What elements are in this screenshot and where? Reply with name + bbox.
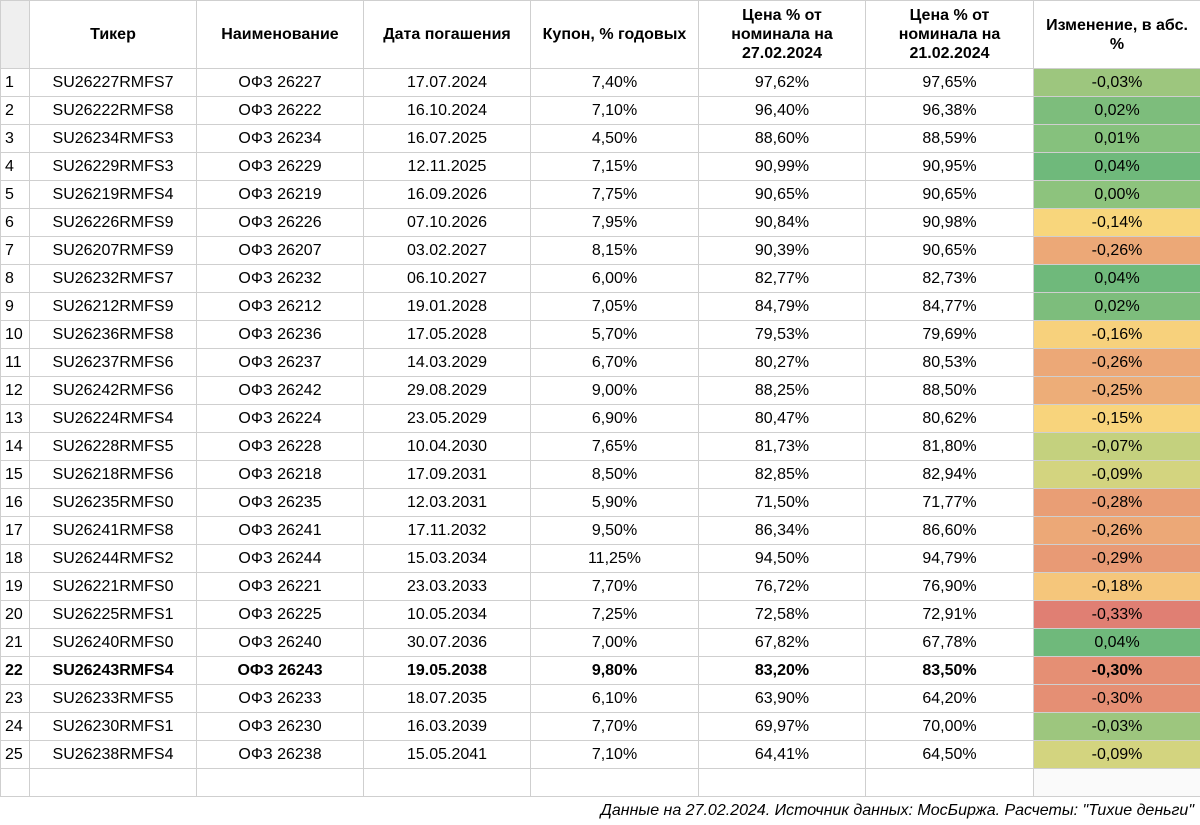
change-cell[interactable]: -0,18%	[1034, 573, 1200, 601]
table-row[interactable]	[1, 377, 1200, 405]
table-row[interactable]	[1, 349, 1200, 377]
change-cell[interactable]: -0,15%	[1034, 405, 1200, 433]
coupon-cell[interactable]: 7,65%	[531, 433, 699, 461]
ticker-cell[interactable]: SU26218RMFS6	[30, 461, 197, 489]
table-row[interactable]	[1, 321, 1200, 349]
ticker-cell[interactable]: SU26232RMFS7	[30, 265, 197, 293]
table-row[interactable]	[1, 293, 1200, 321]
coupon-cell[interactable]: 7,10%	[531, 741, 699, 769]
name-cell[interactable]: ОФЗ 26222	[197, 97, 364, 125]
price-2-cell[interactable]: 97,65%	[866, 69, 1034, 97]
change-cell[interactable]: 0,04%	[1034, 153, 1200, 181]
header-change[interactable]: Изменение, в абс. %	[1034, 1, 1200, 69]
table-row[interactable]	[1, 741, 1200, 769]
name-cell[interactable]: ОФЗ 26235	[197, 489, 364, 517]
price-2-cell[interactable]: 94,79%	[866, 545, 1034, 573]
coupon-cell[interactable]: 11,25%	[531, 545, 699, 573]
ticker-cell[interactable]: SU26235RMFS0	[30, 489, 197, 517]
price-2-cell[interactable]: 71,77%	[866, 489, 1034, 517]
coupon-cell[interactable]: 4,50%	[531, 125, 699, 153]
coupon-cell[interactable]: 7,70%	[531, 573, 699, 601]
price-2-cell[interactable]: 90,98%	[866, 209, 1034, 237]
empty-cell[interactable]	[1034, 769, 1200, 797]
price-1-cell[interactable]: 67,82%	[699, 629, 866, 657]
coupon-cell[interactable]: 6,10%	[531, 685, 699, 713]
ticker-cell[interactable]: SU26226RMFS9	[30, 209, 197, 237]
name-cell[interactable]: ОФЗ 26212	[197, 293, 364, 321]
table-row[interactable]	[1, 69, 1200, 97]
ticker-cell[interactable]: SU26237RMFS6	[30, 349, 197, 377]
ticker-cell[interactable]: SU26242RMFS6	[30, 377, 197, 405]
change-cell[interactable]: -0,33%	[1034, 601, 1200, 629]
maturity-cell[interactable]: 16.07.2025	[364, 125, 531, 153]
row-number[interactable]: 1	[1, 69, 30, 97]
table-row[interactable]	[1, 713, 1200, 741]
table-row[interactable]	[1, 153, 1200, 181]
price-2-cell[interactable]: 90,65%	[866, 237, 1034, 265]
name-cell[interactable]: ОФЗ 26226	[197, 209, 364, 237]
price-2-cell[interactable]: 80,53%	[866, 349, 1034, 377]
header-row	[1, 1, 1200, 69]
change-cell[interactable]: 0,04%	[1034, 265, 1200, 293]
change-cell[interactable]: -0,16%	[1034, 321, 1200, 349]
header-index[interactable]	[1, 1, 30, 69]
table-row[interactable]	[1, 489, 1200, 517]
ticker-cell[interactable]: SU26236RMFS8	[30, 321, 197, 349]
price-2-cell[interactable]: 86,60%	[866, 517, 1034, 545]
coupon-cell[interactable]: 7,15%	[531, 153, 699, 181]
change-cell[interactable]: -0,29%	[1034, 545, 1200, 573]
price-2-cell[interactable]: 79,69%	[866, 321, 1034, 349]
row-number[interactable]: 23	[1, 685, 30, 713]
name-cell[interactable]: ОФЗ 26224	[197, 405, 364, 433]
row-number[interactable]: 17	[1, 517, 30, 545]
empty-cell[interactable]	[364, 769, 531, 797]
name-cell[interactable]: ОФЗ 26227	[197, 69, 364, 97]
change-cell[interactable]: -0,25%	[1034, 377, 1200, 405]
row-number[interactable]: 21	[1, 629, 30, 657]
price-1-cell[interactable]: 71,50%	[699, 489, 866, 517]
coupon-cell[interactable]: 6,70%	[531, 349, 699, 377]
price-1-cell[interactable]: 83,20%	[699, 657, 866, 685]
price-2-cell[interactable]: 64,20%	[866, 685, 1034, 713]
price-1-cell[interactable]: 82,77%	[699, 265, 866, 293]
change-cell[interactable]: -0,07%	[1034, 433, 1200, 461]
coupon-cell[interactable]: 7,05%	[531, 293, 699, 321]
price-1-cell[interactable]: 76,72%	[699, 573, 866, 601]
header-name[interactable]: Наименование	[197, 1, 364, 69]
empty-cell[interactable]	[531, 769, 699, 797]
name-cell[interactable]: ОФЗ 26236	[197, 321, 364, 349]
header-maturity[interactable]: Дата погашения	[364, 1, 531, 69]
coupon-cell[interactable]: 6,00%	[531, 265, 699, 293]
change-cell[interactable]: -0,30%	[1034, 685, 1200, 713]
change-cell[interactable]: -0,30%	[1034, 657, 1200, 685]
maturity-cell[interactable]: 23.03.2033	[364, 573, 531, 601]
maturity-cell[interactable]: 16.03.2039	[364, 713, 531, 741]
change-cell[interactable]: 0,02%	[1034, 293, 1200, 321]
row-number[interactable]: 7	[1, 237, 30, 265]
price-1-cell[interactable]: 88,25%	[699, 377, 866, 405]
price-2-cell[interactable]: 70,00%	[866, 713, 1034, 741]
price-2-cell[interactable]: 90,65%	[866, 181, 1034, 209]
ticker-cell[interactable]: SU26241RMFS8	[30, 517, 197, 545]
ticker-cell[interactable]: SU26229RMFS3	[30, 153, 197, 181]
ticker-cell[interactable]: SU26212RMFS9	[30, 293, 197, 321]
maturity-cell[interactable]: 07.10.2026	[364, 209, 531, 237]
change-cell[interactable]: -0,09%	[1034, 741, 1200, 769]
ticker-cell[interactable]: SU26225RMFS1	[30, 601, 197, 629]
price-2-cell[interactable]: 88,50%	[866, 377, 1034, 405]
table-row[interactable]	[1, 97, 1200, 125]
maturity-cell[interactable]: 30.07.2036	[364, 629, 531, 657]
maturity-cell[interactable]: 23.05.2029	[364, 405, 531, 433]
price-2-cell[interactable]: 90,95%	[866, 153, 1034, 181]
ticker-cell[interactable]: SU26221RMFS0	[30, 573, 197, 601]
table-row[interactable]	[1, 573, 1200, 601]
ticker-cell[interactable]: SU26238RMFS4	[30, 741, 197, 769]
coupon-cell[interactable]: 9,80%	[531, 657, 699, 685]
table-row[interactable]	[1, 265, 1200, 293]
name-cell[interactable]: ОФЗ 26237	[197, 349, 364, 377]
ticker-cell[interactable]: SU26224RMFS4	[30, 405, 197, 433]
table-row[interactable]	[1, 125, 1200, 153]
price-2-cell[interactable]: 81,80%	[866, 433, 1034, 461]
maturity-cell[interactable]: 14.03.2029	[364, 349, 531, 377]
price-1-cell[interactable]: 69,97%	[699, 713, 866, 741]
coupon-cell[interactable]: 5,90%	[531, 489, 699, 517]
maturity-cell[interactable]: 16.09.2026	[364, 181, 531, 209]
price-1-cell[interactable]: 90,84%	[699, 209, 866, 237]
row-number[interactable]: 6	[1, 209, 30, 237]
ticker-cell[interactable]: SU26222RMFS8	[30, 97, 197, 125]
change-cell[interactable]: -0,09%	[1034, 461, 1200, 489]
price-2-cell[interactable]: 64,50%	[866, 741, 1034, 769]
empty-cell[interactable]	[866, 769, 1034, 797]
coupon-cell[interactable]: 7,25%	[531, 601, 699, 629]
table-row[interactable]	[1, 629, 1200, 657]
ticker-cell[interactable]: SU26230RMFS1	[30, 713, 197, 741]
row-number[interactable]: 9	[1, 293, 30, 321]
ticker-cell[interactable]: SU26240RMFS0	[30, 629, 197, 657]
ticker-cell[interactable]: SU26233RMFS5	[30, 685, 197, 713]
maturity-cell[interactable]: 17.07.2024	[364, 69, 531, 97]
maturity-cell[interactable]: 15.03.2034	[364, 545, 531, 573]
maturity-cell[interactable]: 12.03.2031	[364, 489, 531, 517]
name-cell[interactable]: ОФЗ 26229	[197, 153, 364, 181]
price-2-cell[interactable]: 96,38%	[866, 97, 1034, 125]
coupon-cell[interactable]: 9,50%	[531, 517, 699, 545]
empty-cell[interactable]	[30, 769, 197, 797]
name-cell[interactable]: ОФЗ 26233	[197, 685, 364, 713]
row-number[interactable]: 19	[1, 573, 30, 601]
row-number[interactable]: 20	[1, 601, 30, 629]
price-1-cell[interactable]: 94,50%	[699, 545, 866, 573]
price-2-cell[interactable]: 80,62%	[866, 405, 1034, 433]
header-ticker[interactable]: Тикер	[30, 1, 197, 69]
table-row[interactable]	[1, 181, 1200, 209]
row-number[interactable]: 10	[1, 321, 30, 349]
maturity-cell[interactable]: 17.11.2032	[364, 517, 531, 545]
price-1-cell[interactable]: 80,47%	[699, 405, 866, 433]
table-row[interactable]	[1, 545, 1200, 573]
coupon-cell[interactable]: 7,95%	[531, 209, 699, 237]
price-2-cell[interactable]: 88,59%	[866, 125, 1034, 153]
row-number[interactable]: 18	[1, 545, 30, 573]
price-1-cell[interactable]: 86,34%	[699, 517, 866, 545]
maturity-cell[interactable]: 17.09.2031	[364, 461, 531, 489]
change-cell[interactable]: -0,28%	[1034, 489, 1200, 517]
coupon-cell[interactable]: 7,00%	[531, 629, 699, 657]
name-cell[interactable]: ОФЗ 26225	[197, 601, 364, 629]
row-number[interactable]: 3	[1, 125, 30, 153]
ticker-cell[interactable]: SU26243RMFS4	[30, 657, 197, 685]
ticker-cell[interactable]: SU26234RMFS3	[30, 125, 197, 153]
row-number[interactable]: 8	[1, 265, 30, 293]
row-number[interactable]: 15	[1, 461, 30, 489]
maturity-cell[interactable]: 18.07.2035	[364, 685, 531, 713]
row-number[interactable]: 22	[1, 657, 30, 685]
row-number[interactable]: 16	[1, 489, 30, 517]
coupon-cell[interactable]: 5,70%	[531, 321, 699, 349]
maturity-cell[interactable]: 16.10.2024	[364, 97, 531, 125]
coupon-cell[interactable]: 7,40%	[531, 69, 699, 97]
price-1-cell[interactable]: 90,65%	[699, 181, 866, 209]
name-cell[interactable]: ОФЗ 26241	[197, 517, 364, 545]
name-cell[interactable]: ОФЗ 26234	[197, 125, 364, 153]
price-2-cell[interactable]: 67,78%	[866, 629, 1034, 657]
table-row[interactable]	[1, 405, 1200, 433]
name-cell[interactable]: ОФЗ 26240	[197, 629, 364, 657]
name-cell[interactable]: ОФЗ 26242	[197, 377, 364, 405]
name-cell[interactable]: ОФЗ 26238	[197, 741, 364, 769]
table-row[interactable]	[1, 209, 1200, 237]
row-number[interactable]: 13	[1, 405, 30, 433]
ticker-cell[interactable]: SU26207RMFS9	[30, 237, 197, 265]
price-1-cell[interactable]: 81,73%	[699, 433, 866, 461]
row-number[interactable]: 14	[1, 433, 30, 461]
name-cell[interactable]: ОФЗ 26244	[197, 545, 364, 573]
ticker-cell[interactable]: SU26219RMFS4	[30, 181, 197, 209]
row-number[interactable]: 24	[1, 713, 30, 741]
maturity-cell[interactable]: 19.05.2038	[364, 657, 531, 685]
maturity-cell[interactable]: 12.11.2025	[364, 153, 531, 181]
coupon-cell[interactable]: 9,00%	[531, 377, 699, 405]
change-cell[interactable]: 0,04%	[1034, 629, 1200, 657]
change-cell[interactable]: 0,01%	[1034, 125, 1200, 153]
change-cell[interactable]: -0,03%	[1034, 69, 1200, 97]
row-number[interactable]: 12	[1, 377, 30, 405]
price-2-cell[interactable]: 82,73%	[866, 265, 1034, 293]
row-number[interactable]: 2	[1, 97, 30, 125]
header-price-2[interactable]: Цена % от номинала на 21.02.2024	[866, 1, 1034, 69]
price-1-cell[interactable]: 90,99%	[699, 153, 866, 181]
table-row[interactable]	[1, 461, 1200, 489]
row-number[interactable]: 5	[1, 181, 30, 209]
table-row[interactable]	[1, 601, 1200, 629]
maturity-cell[interactable]: 06.10.2027	[364, 265, 531, 293]
name-cell[interactable]: ОФЗ 26221	[197, 573, 364, 601]
price-2-cell[interactable]: 72,91%	[866, 601, 1034, 629]
maturity-cell[interactable]: 19.01.2028	[364, 293, 531, 321]
name-cell[interactable]: ОФЗ 26218	[197, 461, 364, 489]
name-cell[interactable]: ОФЗ 26243	[197, 657, 364, 685]
row-number[interactable]: 4	[1, 153, 30, 181]
price-1-cell[interactable]: 72,58%	[699, 601, 866, 629]
name-cell[interactable]: ОФЗ 26219	[197, 181, 364, 209]
coupon-cell[interactable]: 7,70%	[531, 713, 699, 741]
maturity-cell[interactable]: 29.08.2029	[364, 377, 531, 405]
change-cell[interactable]: -0,14%	[1034, 209, 1200, 237]
header-price-1[interactable]: Цена % от номинала на 27.02.2024	[699, 1, 866, 69]
price-1-cell[interactable]: 80,27%	[699, 349, 866, 377]
empty-cell[interactable]	[197, 769, 364, 797]
price-1-cell[interactable]: 84,79%	[699, 293, 866, 321]
price-2-cell[interactable]: 83,50%	[866, 657, 1034, 685]
name-cell[interactable]: ОФЗ 26230	[197, 713, 364, 741]
price-1-cell[interactable]: 64,41%	[699, 741, 866, 769]
price-1-cell[interactable]: 96,40%	[699, 97, 866, 125]
maturity-cell[interactable]: 17.05.2028	[364, 321, 531, 349]
name-cell[interactable]: ОФЗ 26228	[197, 433, 364, 461]
table-row[interactable]	[1, 685, 1200, 713]
table-body	[1, 69, 1200, 797]
table-row[interactable]	[1, 517, 1200, 545]
price-2-cell[interactable]: 82,94%	[866, 461, 1034, 489]
coupon-cell[interactable]: 6,90%	[531, 405, 699, 433]
coupon-cell[interactable]: 8,15%	[531, 237, 699, 265]
change-cell[interactable]: -0,03%	[1034, 713, 1200, 741]
table-row[interactable]	[1, 433, 1200, 461]
empty-cell[interactable]	[699, 769, 866, 797]
empty-row[interactable]	[1, 769, 1200, 797]
ticker-cell[interactable]: SU26228RMFS5	[30, 433, 197, 461]
price-1-cell[interactable]: 97,62%	[699, 69, 866, 97]
table-row[interactable]	[1, 237, 1200, 265]
coupon-cell[interactable]: 7,10%	[531, 97, 699, 125]
row-number[interactable]: 11	[1, 349, 30, 377]
header-coupon[interactable]: Купон, % годовых	[531, 1, 699, 69]
change-cell[interactable]: -0,26%	[1034, 237, 1200, 265]
maturity-cell[interactable]: 10.04.2030	[364, 433, 531, 461]
price-1-cell[interactable]: 88,60%	[699, 125, 866, 153]
price-2-cell[interactable]: 76,90%	[866, 573, 1034, 601]
coupon-cell[interactable]: 8,50%	[531, 461, 699, 489]
change-cell[interactable]: 0,02%	[1034, 97, 1200, 125]
maturity-cell[interactable]: 03.02.2027	[364, 237, 531, 265]
maturity-cell[interactable]: 15.05.2041	[364, 741, 531, 769]
price-1-cell[interactable]: 90,39%	[699, 237, 866, 265]
ticker-cell[interactable]: SU26244RMFS2	[30, 545, 197, 573]
price-1-cell[interactable]: 82,85%	[699, 461, 866, 489]
maturity-cell[interactable]: 10.05.2034	[364, 601, 531, 629]
change-cell[interactable]: 0,00%	[1034, 181, 1200, 209]
coupon-cell[interactable]: 7,75%	[531, 181, 699, 209]
empty-cell[interactable]	[1, 769, 30, 797]
change-cell[interactable]: -0,26%	[1034, 349, 1200, 377]
price-2-cell[interactable]: 84,77%	[866, 293, 1034, 321]
name-cell[interactable]: ОФЗ 26232	[197, 265, 364, 293]
row-number[interactable]: 25	[1, 741, 30, 769]
price-1-cell[interactable]: 63,90%	[699, 685, 866, 713]
name-cell[interactable]: ОФЗ 26207	[197, 237, 364, 265]
source-footnote: Данные на 27.02.2024. Источник данных: МосБиржа. Расчеты: "Тихие деньги"	[0, 796, 1200, 825]
change-cell[interactable]: -0,26%	[1034, 517, 1200, 545]
price-1-cell[interactable]: 79,53%	[699, 321, 866, 349]
ticker-cell[interactable]: SU26227RMFS7	[30, 69, 197, 97]
table-row[interactable]	[1, 657, 1200, 685]
